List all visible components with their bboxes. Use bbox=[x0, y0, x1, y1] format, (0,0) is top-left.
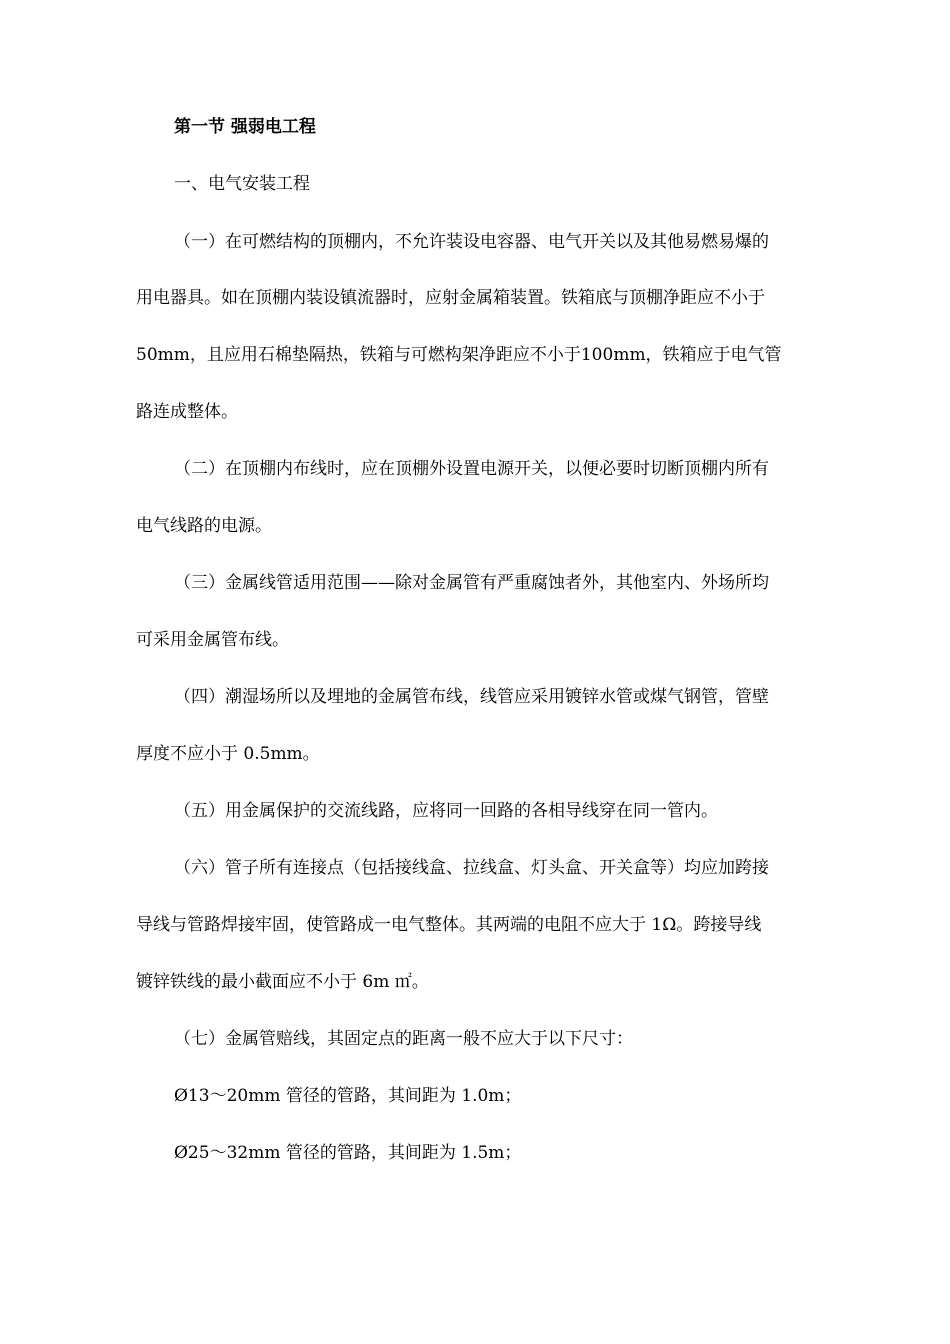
paragraph-line: （五）用金属保护的交流线路，应将同一回路的各相导线穿在同一管内。 bbox=[174, 801, 718, 821]
paragraph-line: 50mm，且应用石棉垫隔热，铁箱与可燃构架净距应不小于100mm，铁箱应于电气管 bbox=[136, 345, 782, 365]
paragraph-line: （一）在可燃结构的顶棚内，不允许装设电容器、电气开关以及其他易燃易爆的 bbox=[174, 232, 769, 252]
paragraph-line: （三）金属线管适用范围——除对金属管有严重腐蚀者外，其他室内、外场所均 bbox=[174, 573, 769, 593]
paragraph-line: 厚度不应小于 0.5mm。 bbox=[136, 744, 320, 764]
paragraph-line: （六）管子所有连接点（包括接线盒、拉线盒、灯头盒、开关盒等）均应加跨接 bbox=[174, 858, 769, 878]
paragraph-line: 电气线路的电源。 bbox=[136, 516, 272, 536]
paragraph-line: （二）在顶棚内布线时，应在顶棚外设置电源开关，以便必要时切断顶棚内所有 bbox=[174, 459, 769, 479]
paragraph-line: 用电器具。如在顶棚内装设镇流器时，应射金属箱装置。铁箱底与顶棚净距应不小于 bbox=[136, 288, 765, 308]
paragraph-line: 可采用金属管布线。 bbox=[136, 630, 289, 650]
paragraph-line: （四）潮湿场所以及埋地的金属管布线，线管应采用镀锌水管或煤气钢管，管壁 bbox=[174, 687, 769, 707]
paragraph-line: Ø13～20mm 管径的管路，其间距为 1.0m； bbox=[174, 1086, 522, 1106]
paragraph-line: Ø25～32mm 管径的管路，其间距为 1.5m； bbox=[174, 1143, 522, 1163]
paragraph-line: （七）金属管赔线，其固定点的距离一般不应大于以下尺寸： bbox=[174, 1029, 633, 1049]
section-title: 第一节 强弱电工程 bbox=[174, 117, 316, 137]
subsection-title: 一、电气安装工程 bbox=[174, 174, 310, 194]
paragraph-line: 路连成整体。 bbox=[136, 402, 238, 422]
paragraph-line: 导线与管路焊接牢固，使管路成一电气整体。其两端的电阻不应大于 1Ω。跨接导线 bbox=[136, 915, 762, 935]
paragraph-line: 镀锌铁线的最小截面应不小于 6m ㎡。 bbox=[136, 972, 429, 992]
